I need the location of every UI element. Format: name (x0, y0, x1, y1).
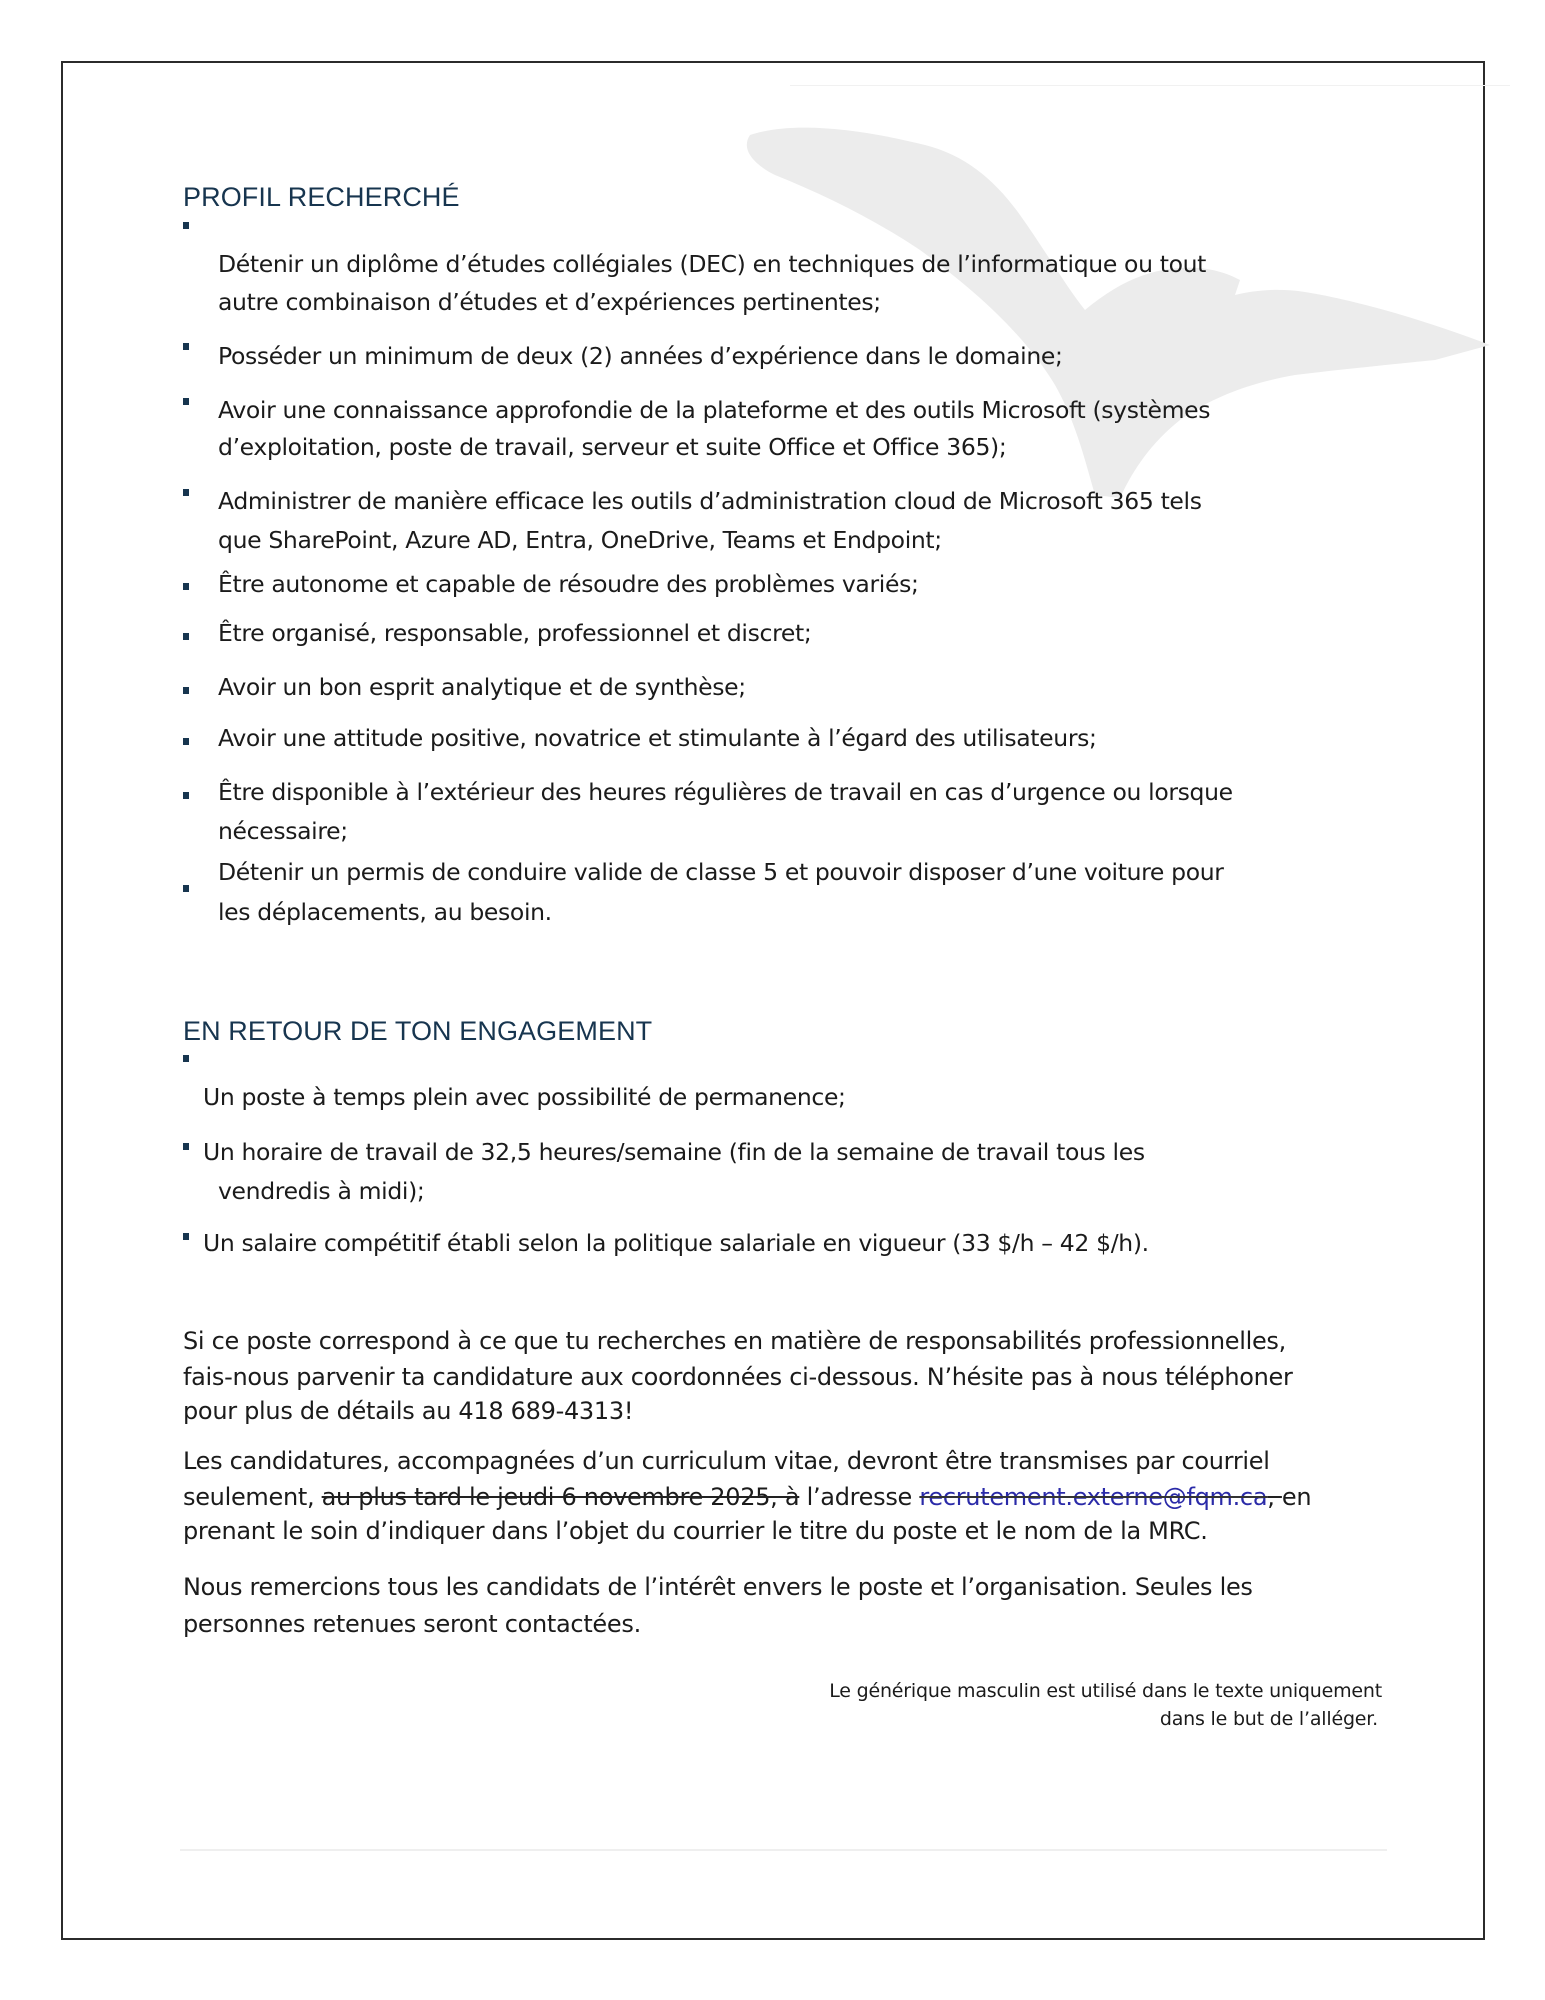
comma-struck: , (1267, 1483, 1282, 1511)
invite-paragraph-line-2: fais-nous parvenir ta candidature aux coordonnées ci-dessous. N’hésite pas à nous téléphoner (183, 1363, 1293, 1391)
thanks-paragraph-line-2: personnes retenues seront contactées. (183, 1610, 641, 1638)
benefit-item-2-line-1: Un horaire de travail de 32,5 heures/semaine (fin de la semaine de travail tous les (203, 1138, 1145, 1166)
bullet-icon (183, 738, 189, 745)
bullet-icon (183, 398, 189, 405)
bullet-icon (183, 222, 189, 229)
profile-item-2: Posséder un minimum de deux (2) années d’expérience dans le domaine; (218, 342, 1063, 370)
invite-paragraph-line-1: Si ce poste correspond à ce que tu recherches en matière de responsabilités professionnelles, (183, 1327, 1286, 1355)
application-paragraph-line-1: Les candidatures, accompagnées d’un curriculum vitae, devront être transmises par courriel (183, 1447, 1270, 1475)
profile-item-9-line-2: nécessaire; (218, 817, 348, 845)
footnote-line-1: Le générique masculin est utilisé dans le texte uniquement (829, 1680, 1382, 1702)
bullet-icon (183, 1233, 189, 1240)
profile-item-8: Avoir une attitude positive, novatrice et stimulante à l’égard des utilisateurs; (218, 724, 1097, 752)
profile-item-3-line-1: Avoir une connaissance approfondie de la plateforme et des outils Microsoft (systèmes (218, 396, 1211, 424)
bullet-icon (183, 343, 189, 350)
deadline-struck-text: au plus tard le jeudi 6 novembre 2025, à (321, 1483, 800, 1511)
bullet-icon (183, 633, 189, 640)
benefit-item-3: Un salaire compétitif établi selon la politique salariale en vigueur (33 $/h – 42 $/h). (203, 1229, 1149, 1257)
profile-item-10-line-2: les déplacements, au besoin. (218, 898, 552, 926)
benefit-item-2-line-2: vendredis à midi); (218, 1177, 425, 1205)
footer-divider (180, 1849, 1387, 1851)
benefit-item-1: Un poste à temps plein avec possibilité de permanence; (203, 1083, 846, 1111)
profile-item-9-line-1: Être disponible à l’extérieur des heures régulières de travail en cas d’urgence ou lorsque (218, 778, 1233, 806)
bullet-icon (183, 885, 189, 892)
application-paragraph-line-2 (183, 1485, 1311, 1509)
profile-item-6: Être organisé, responsable, professionnel et discret; (218, 619, 812, 647)
bullet-icon (183, 1143, 189, 1150)
profile-item-7: Avoir un bon esprit analytique et de synthèse; (218, 673, 746, 701)
profile-item-1-line-1: Détenir un diplôme d’études collégiales (DEC) en techniques de l’informatique ou tout (218, 250, 1207, 278)
section-heading-profile: PROFIL RECHERCHÉ (183, 182, 460, 212)
section-heading-benefits: EN RETOUR DE TON ENGAGEMENT (183, 1016, 653, 1046)
bullet-icon (183, 792, 189, 799)
bullet-icon (183, 687, 189, 694)
profile-item-10-line-1: Détenir un permis de conduire valide de classe 5 et pouvoir disposer d’une voiture pour (218, 858, 1224, 886)
profile-item-5: Être autonome et capable de résoudre des problèmes variés; (218, 570, 919, 598)
profile-item-3-line-2: d’exploitation, poste de travail, serveur et suite Office et Office 365); (218, 433, 1007, 461)
application-prefix: seulement, (183, 1483, 322, 1511)
email-link[interactable]: recrutement.externe@fqm.ca (919, 1483, 1268, 1511)
profile-item-4-line-2: que SharePoint, Azure AD, Entra, OneDrive, Teams et Endpoint; (218, 526, 942, 554)
bullet-icon (183, 583, 189, 590)
header-divider (790, 85, 1510, 86)
profile-item-4-line-1: Administrer de manière efficace les outils d’administration cloud de Microsoft 365 tels (218, 487, 1202, 515)
application-paragraph-line-3: prenant le soin d’indiquer dans l’objet du courrier le titre du poste et le nom de la MRC. (183, 1517, 1208, 1545)
address-label: l’adresse (799, 1483, 920, 1511)
profile-item-1-line-2: autre combinaison d’études et d’expériences pertinentes; (218, 288, 881, 316)
application-suffix: en (1281, 1483, 1312, 1511)
invite-paragraph-line-3: pour plus de détails au 418 689-4313! (183, 1397, 634, 1425)
bullet-icon (183, 489, 189, 496)
bullet-icon (183, 1055, 189, 1062)
thanks-paragraph-line-1: Nous remercions tous les candidats de l’intérêt envers le poste et l’organisation. Seules les (183, 1573, 1253, 1601)
footnote-line-2: dans le but de l’alléger. (1159, 1708, 1378, 1730)
